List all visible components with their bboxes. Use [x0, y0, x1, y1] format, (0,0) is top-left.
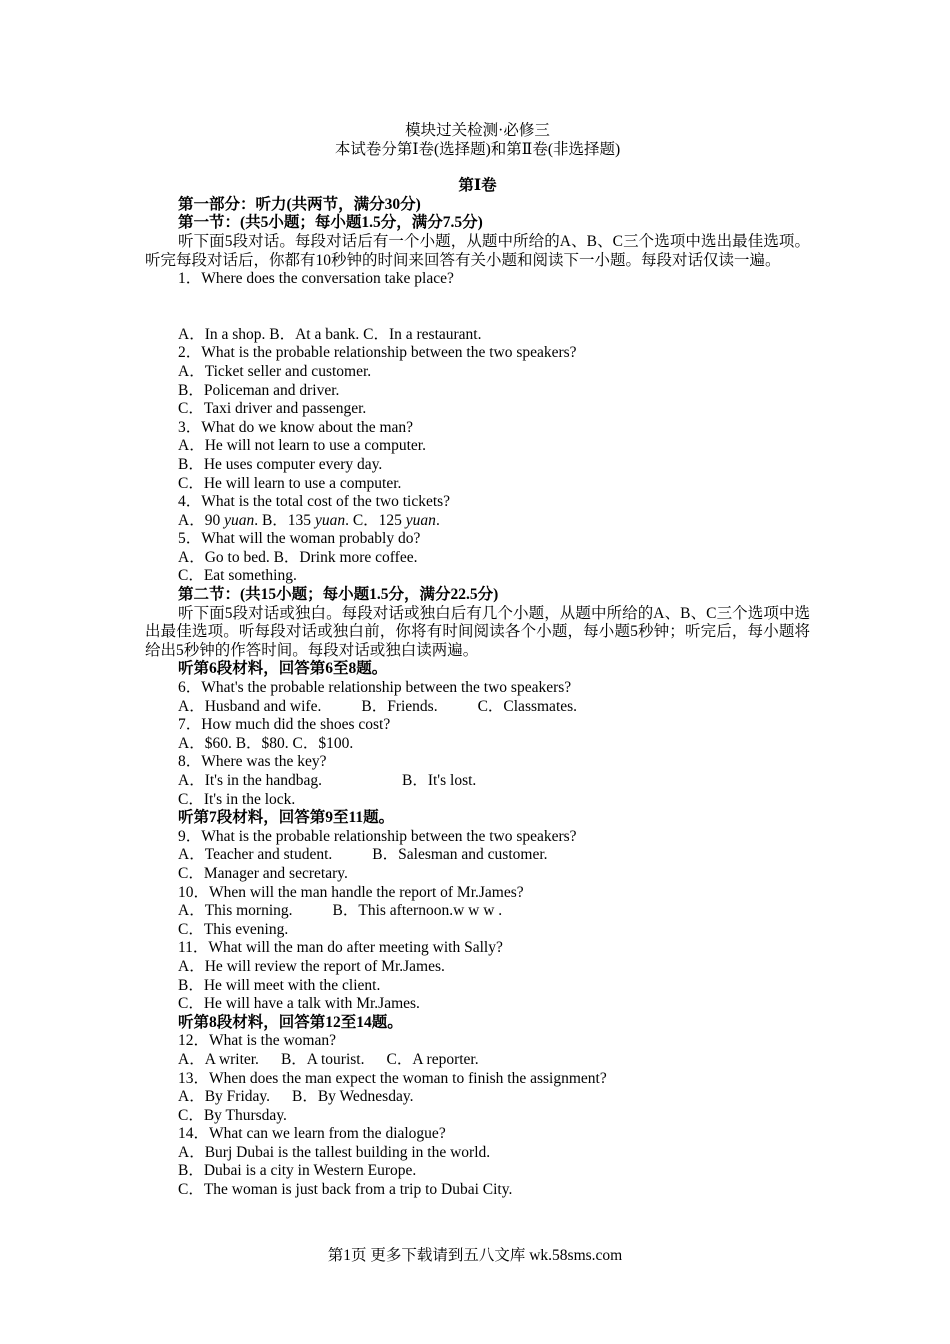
document-title: 模块过关检测·必修三: [405, 122, 550, 139]
q10-option-a: A．This morning.: [178, 902, 293, 920]
question-3-option-c: C．He will learn to use a computer.: [178, 474, 402, 492]
question-5: 5．What will the woman probably do?: [178, 530, 421, 548]
question-9-option-c: C．Manager and secretary.: [178, 864, 348, 882]
question-10-option-c: C．This evening.: [178, 920, 289, 938]
document-body: [145, 122, 810, 1200]
question-2-option-b: B．Policeman and driver.: [178, 381, 340, 399]
section2-heading: 第二节：(共15小题；每小题1.5分，满分22.5分): [178, 586, 499, 604]
volume-heading: 第Ⅰ卷: [458, 177, 497, 195]
question-13-option-c: C．By Thursday.: [178, 1106, 287, 1124]
q12-option-c: C．A reporter.: [386, 1050, 479, 1068]
q4-b-text: . B．135: [254, 511, 315, 529]
question-2: 2．What is the probable relationship between the two speakers?: [178, 344, 577, 362]
section1-instructions: 听下面5段对话。每段对话后有一个小题，从题中所给的A、B、C三个选项中选出最佳选项。听完每段对话后，你都有10秒钟的时间来回答有关小题和阅读下一小题。每段对话仅读一遍。: [145, 232, 810, 269]
question-7: 7．How much did the shoes cost?: [178, 716, 391, 734]
document-subtitle: 本试卷分第Ⅰ卷(选择题)和第Ⅱ卷(非选择题): [334, 140, 621, 158]
question-6: 6．What's the probable relationship between the two speakers?: [178, 679, 572, 697]
question-5-options-ab: A．Go to bed. B．Drink more coffee.: [178, 548, 418, 566]
q9-option-a: A．Teacher and student.: [178, 846, 333, 864]
question-11: 11．What will the man do after meeting with Sally?: [178, 939, 503, 957]
q6-option-a: A．Husband and wife.: [178, 697, 322, 715]
question-8: 8．Where was the key?: [178, 753, 327, 771]
section1-heading: 第一节：(共5小题；每小题1.5分，满分7.5分): [178, 214, 483, 232]
question-14: 14．What can we learn from the dialogue?: [178, 1125, 446, 1143]
question-2-option-a: A．Ticket seller and customer.: [178, 362, 372, 380]
question-8-option-c: C．It's in the lock.: [178, 790, 296, 808]
question-1: 1．Where does the conversation take place?: [178, 270, 454, 288]
question-12: 12．What is the woman?: [178, 1032, 336, 1050]
question-12-options: [145, 1051, 810, 1070]
q4-a-text: A．90: [178, 511, 225, 529]
question-10-options-ab: [145, 902, 810, 921]
q12-option-b: B．A tourist.: [280, 1050, 365, 1068]
question-3: 3．What do we know about the man?: [178, 418, 414, 436]
question-14-option-a: A．Burj Dubai is the tallest building in the world.: [178, 1143, 491, 1161]
section2-instructions: 听下面5段对话或独白。每段对话或独白后有几个小题，从题中所给的A、B、C三个选项中选出最佳选项。听每段对话或独白前，你将有时间阅读各个小题，每小题5秒钟；听完后，每小题将给出5秒钟的作答时间。每段对话或独白读两遍。: [145, 604, 810, 659]
q4-a-unit: yuan: [224, 511, 255, 529]
question-4: 4．What is the total cost of the two tickets?: [178, 493, 451, 511]
question-14-option-c: C．The woman is just back from a trip to Dubai City.: [178, 1181, 513, 1199]
question-2-option-c: C．Taxi driver and passenger.: [178, 400, 367, 418]
question-9: 9．What is the probable relationship between the two speakers?: [178, 827, 577, 845]
question-1-options: A．In a shop. B．At a bank. C．In a restaurant.: [178, 325, 482, 343]
q4-c-unit: yuan: [405, 511, 436, 529]
q13-option-a: A．By Friday.: [178, 1088, 270, 1106]
question-4-options: [145, 512, 810, 531]
q12-option-a: A．A writer.: [178, 1050, 259, 1068]
q4-end: .: [435, 511, 440, 529]
q4-c-text: . C．125: [345, 511, 406, 529]
material-6-heading: 听第6段材料，回答第6至8题。: [178, 660, 388, 678]
question-6-options: [145, 698, 810, 717]
material-8-heading: 听第8段材料，回答第12至14题。: [178, 1013, 403, 1031]
page-footer: 第1页 更多下载请到五八文库 wk.58sms.com: [327, 1247, 623, 1264]
question-13-options-ab: [145, 1088, 810, 1107]
question-10: 10．When will the man handle the report of Mr.James?: [178, 883, 524, 901]
question-3-option-b: B．He uses computer every day.: [178, 455, 383, 473]
part1-heading: 第一部分：听力(共两节，满分30分): [178, 195, 421, 213]
question-7-options: A．$60. B．$80. C．$100.: [178, 734, 354, 752]
question-8-options-ab: [145, 772, 810, 791]
q10-option-b: B．This afternoon.w w w .: [332, 902, 503, 920]
question-9-options-ab: [145, 846, 810, 865]
q4-b-unit: yuan: [314, 511, 346, 529]
q6-option-b: B．Friends.: [361, 697, 438, 715]
q6-option-c: C．Classmates.: [477, 697, 578, 715]
question-11-option-a: A．He will review the report of Mr.James.: [178, 957, 445, 975]
question-13: 13．When does the man expect the woman to finish the assignment?: [178, 1069, 607, 1087]
question-3-option-a: A．He will not learn to use a computer.: [178, 437, 426, 455]
question-5-option-c: C．Eat something.: [178, 567, 297, 585]
question-11-option-b: B．He will meet with the client.: [178, 976, 381, 994]
material-7-heading: 听第7段材料，回答第9至11题。: [178, 809, 395, 827]
q13-option-b: B．By Wednesday.: [292, 1088, 414, 1106]
q8-option-b: B．It's lost.: [402, 772, 477, 789]
question-14-option-b: B．Dubai is a city in Western Europe.: [178, 1162, 417, 1180]
q9-option-b: B．Salesman and customer.: [372, 846, 548, 864]
q8-option-a: A．It's in the handbag.: [178, 772, 322, 789]
question-11-option-c: C．He will have a talk with Mr.James.: [178, 995, 420, 1013]
